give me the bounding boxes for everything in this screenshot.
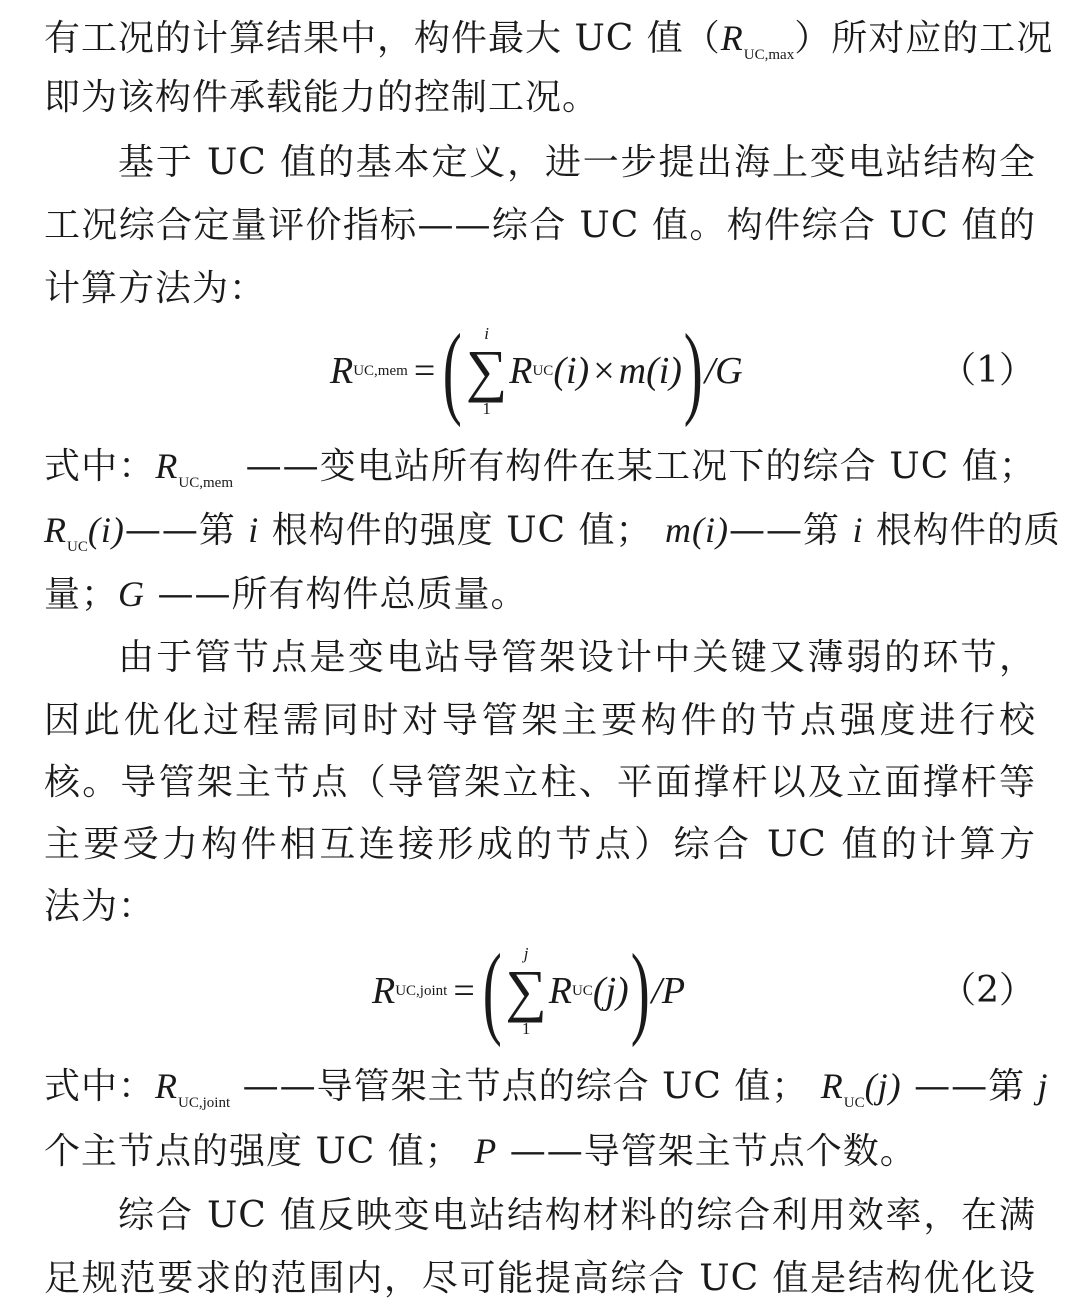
left-paren: ( bbox=[482, 933, 502, 1048]
text: ——导管架主节点个数。 bbox=[509, 1131, 917, 1172]
symbol-arg: (j) bbox=[864, 1066, 902, 1106]
sum-lower: 1 bbox=[482, 399, 491, 418]
where1-line3 bbox=[44, 564, 1036, 624]
paragraph3-line4: 主要受力构件相互连接形成的节点）综合 UC 值的计算方 bbox=[44, 824, 1036, 865]
subscript: UC,mem bbox=[178, 475, 234, 491]
eq2-lhs-sub: UC,joint bbox=[395, 982, 448, 999]
eq1-term-m: m(i) bbox=[618, 350, 682, 392]
symbol-r: R bbox=[44, 510, 67, 550]
text: 式中： bbox=[44, 446, 156, 487]
paragraph1-line1 bbox=[44, 8, 1054, 68]
symbol-j: j bbox=[1037, 1066, 1049, 1106]
right-paren: ) bbox=[630, 933, 650, 1048]
eq2-term-sub: UC bbox=[571, 982, 593, 999]
paragraph4-line1: 综合 UC 值反映变电站结构材料的综合利用效率，在满 bbox=[118, 1195, 1036, 1236]
sum-symbol: j ∑ 1 bbox=[505, 944, 547, 1038]
eq2-lhs: R bbox=[372, 970, 396, 1012]
eq1-equals: = bbox=[413, 350, 436, 392]
eq1-term-sub: UC bbox=[532, 362, 554, 379]
equation-1-body bbox=[330, 313, 743, 428]
text: 根构件的强度 UC 值； bbox=[271, 510, 653, 551]
eq1-term-r: R bbox=[509, 350, 533, 392]
paragraph3-line2: 因此优化过程需同时对导管架主要构件的节点强度进行校 bbox=[44, 700, 1036, 741]
sum-lower: 1 bbox=[521, 1019, 531, 1038]
symbol-r: R bbox=[155, 446, 179, 486]
subscript: UC bbox=[67, 539, 88, 555]
where2-line1 bbox=[44, 1056, 1049, 1116]
subscript: UC bbox=[843, 1095, 865, 1111]
eq2-equals: = bbox=[453, 970, 475, 1012]
sum-upper: j bbox=[523, 944, 529, 963]
right-paren: ) bbox=[683, 313, 703, 428]
eq2-divisor: /P bbox=[651, 970, 686, 1012]
equation-2 bbox=[0, 933, 1085, 1048]
text: 有工况的计算结果中，构件最大 UC 值（ bbox=[44, 18, 721, 59]
equation-2-number: （2） bbox=[940, 970, 1035, 1011]
paragraph1-line2: 即为该构件承载能力的控制工况。 bbox=[44, 77, 600, 118]
symbol-i: i bbox=[852, 510, 864, 550]
text: ）所对应的工况 bbox=[794, 18, 1054, 59]
where2-line2 bbox=[44, 1121, 1036, 1181]
subscript: UC,max bbox=[743, 47, 795, 63]
symbol-m: m(i) bbox=[665, 510, 729, 550]
eq2-term-arg: (j) bbox=[592, 970, 629, 1012]
text: ——所有构件总质量。 bbox=[157, 574, 528, 615]
symbol-i: i bbox=[248, 510, 260, 550]
eq1-divisor: /G bbox=[704, 350, 743, 392]
text: ——变电站所有构件在某工况下的综合 UC 值； bbox=[245, 446, 1036, 487]
text: 式中： bbox=[44, 1066, 156, 1107]
text: ——导管架主节点的综合 UC 值； bbox=[242, 1066, 809, 1107]
symbol-r: R bbox=[720, 18, 744, 58]
paragraph2-line2: 工况综合定量评价指标——综合 UC 值。构件综合 UC 值的 bbox=[44, 205, 1036, 246]
equation-1-number: （1） bbox=[940, 350, 1035, 391]
paragraph2-line1: 基于 UC 值的基本定义，进一步提出海上变电站结构全 bbox=[118, 142, 1036, 183]
sum-upper: i bbox=[484, 324, 489, 343]
text: 个主节点的强度 UC 值； bbox=[44, 1131, 462, 1172]
times-sign: × bbox=[593, 350, 615, 392]
sum-symbol: i ∑ 1 bbox=[465, 324, 508, 418]
paragraph3-line1: 由于管节点是变电站导管架设计中关键又薄弱的环节， bbox=[118, 637, 1036, 678]
text: ——第 bbox=[914, 1066, 1026, 1107]
symbol-arg: (i) bbox=[87, 510, 125, 550]
where1-line2 bbox=[44, 500, 1061, 560]
eq1-term-arg: (i) bbox=[553, 350, 590, 392]
paragraph2-line3: 计算方法为： bbox=[44, 268, 267, 309]
symbol-r: R bbox=[820, 1066, 844, 1106]
text: ——第 bbox=[728, 510, 840, 551]
left-paren: ( bbox=[443, 313, 463, 428]
paragraph4-line2: 足规范要求的范围内，尽可能提高综合 UC 值是结构优化设 bbox=[44, 1258, 1036, 1299]
paragraph3-line5: 法为： bbox=[44, 886, 156, 927]
paragraph3-line3: 核。导管架主节点（导管架立柱、平面撑杆以及立面撑杆等 bbox=[44, 762, 1036, 803]
symbol-r: R bbox=[155, 1066, 179, 1106]
symbol-g: G bbox=[118, 574, 146, 614]
symbol-p: P bbox=[474, 1131, 498, 1171]
equation-1 bbox=[0, 313, 1085, 428]
eq1-lhs: R bbox=[330, 350, 354, 392]
text: 根构件的质 bbox=[875, 510, 1061, 551]
text: ——第 bbox=[124, 510, 236, 551]
eq2-term-r: R bbox=[548, 970, 572, 1012]
where1-line1 bbox=[44, 436, 1036, 496]
equation-2-body bbox=[372, 933, 686, 1048]
text: 量； bbox=[44, 574, 119, 615]
eq1-lhs-sub: UC,mem bbox=[353, 362, 408, 379]
subscript: UC,joint bbox=[178, 1095, 231, 1111]
